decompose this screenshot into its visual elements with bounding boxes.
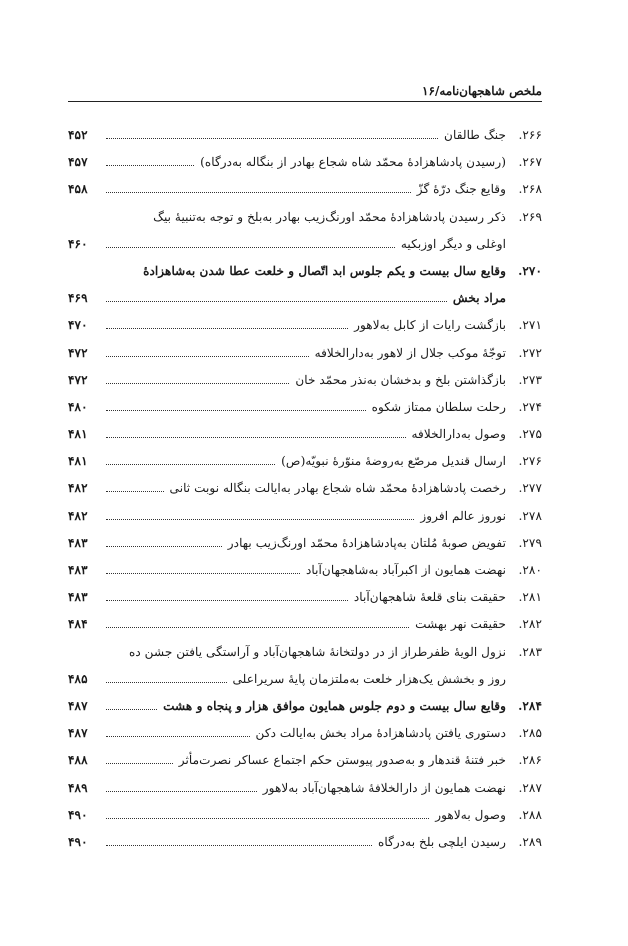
toc-entry[interactable] [68, 723, 542, 750]
toc-entry-page-number: ۴۶۹ [68, 291, 88, 306]
toc-entry-number: ۲۸۰. [518, 563, 542, 578]
toc-entry[interactable] [68, 750, 542, 777]
toc-entry-page-number: ۴۸۳ [68, 563, 88, 578]
header-rule [68, 101, 542, 102]
toc-entry-number: ۲۷۳. [518, 372, 542, 387]
toc-entry-title: نوروز عالم افروز [420, 508, 506, 523]
toc-entry-page-number: ۴۵۷ [68, 155, 88, 170]
toc-entry[interactable] [68, 778, 542, 805]
toc-entry[interactable] [68, 397, 542, 424]
toc-entry-title: وصول به‌دارالخلافه [411, 427, 506, 442]
dot-leader [106, 152, 194, 166]
dot-leader [106, 370, 289, 384]
dot-leader [106, 451, 275, 465]
toc-entry-title-line1: نزول الویهٔ ظفرطراز از در دولتخانهٔ شاهجهان‌آباد و آراستگی یافتن جشن ده [129, 644, 506, 659]
dot-leader [106, 288, 447, 302]
toc-entry-page-number: ۴۸۳ [68, 590, 88, 605]
toc-entry-page-number: ۴۸۷ [68, 726, 88, 741]
toc-entry-page-number: ۴۷۰ [68, 318, 88, 333]
toc-entry[interactable] [68, 506, 542, 533]
toc-entry-title: رسیدن ایلچی بلخ به‌درگاه [377, 834, 506, 849]
toc-entry-title: وصول به‌لاهور [435, 807, 506, 822]
dot-leader [106, 506, 414, 520]
dot-leader [106, 478, 164, 492]
toc-entry[interactable] [68, 587, 542, 614]
running-header: ملخص شاهجهان‌نامه/۱۶ [422, 84, 542, 98]
toc-entry-page-number: ۴۹۰ [68, 834, 88, 849]
toc-entry-page-number: ۴۵۲ [68, 128, 88, 142]
dot-leader [106, 614, 409, 628]
toc-entry-title-line1: ذکر رسیدن پادشاهزادهٔ محمّد اورنگ‌زیب بهادر به‌بلخ و توجه به‌تنبیهٔ بیگ [153, 209, 506, 224]
toc-entry-number: ۲۷۹. [518, 535, 542, 550]
toc-entry-title: بازگشت رایات از کابل به‌لاهور [354, 318, 506, 333]
dot-leader [106, 125, 438, 139]
toc-entry-page-number: ۴۸۲ [68, 508, 88, 523]
toc-entry-page-number: ۴۸۱ [68, 427, 88, 442]
dot-leader [106, 723, 250, 737]
toc-entry-title-line2: اوغلی و دیگر اوزبکیه [400, 236, 506, 251]
toc-entry-number: ۲۸۳. [518, 644, 542, 659]
toc-entry[interactable] [68, 451, 542, 478]
dot-leader [106, 669, 227, 683]
toc-entry[interactable] [68, 832, 542, 859]
toc-entry-number: ۲۸۹. [518, 834, 542, 849]
toc-entry[interactable] [68, 315, 542, 342]
dot-leader [106, 750, 173, 764]
toc-entry-number: ۲۶۶. [518, 128, 542, 142]
toc-entry-title: رخصت پادشاهزادهٔ محمّد شاه شجاع بهادر به‌ایالت بنگاله نوبت ثانی [169, 481, 506, 496]
toc-entry-title: دستوری یافتن پادشاهزادهٔ مراد بخش به‌ایالت دکن [255, 726, 506, 741]
toc-entry-number: ۲۸۶. [518, 753, 542, 768]
toc-entry[interactable] [68, 805, 542, 832]
toc-entry[interactable] [68, 261, 542, 315]
toc-entry-title: رحلت سلطان ممتاز شکوه [371, 399, 506, 414]
toc-entry-title: وقایع سال بیست و دوم جلوس همایون موافق هزار و پنجاه و هشت [163, 698, 506, 713]
toc-entry-page-number: ۴۷۲ [68, 345, 88, 360]
toc-entry-number: ۲۷۴. [518, 399, 542, 414]
toc-entry-title: حقیقت نهر بهشت [415, 617, 506, 632]
toc-entry-page-number: ۴۷۲ [68, 372, 88, 387]
toc-entry-number: ۲۸۲. [518, 617, 542, 632]
toc-entry-number: ۲۷۱. [518, 318, 542, 333]
toc-entry-number: ۲۶۹. [518, 209, 542, 224]
toc-entry-title: ارسال قندیل مرصّع به‌روضهٔ منوّرهٔ نبویّه(ص) [281, 454, 506, 469]
toc-entry-title: توجّهٔ موکب جلال از لاهور به‌دارالخلافه [314, 345, 506, 360]
dot-leader [106, 397, 366, 411]
dot-leader [106, 805, 429, 819]
toc-entry[interactable] [68, 207, 542, 261]
dot-leader [106, 778, 257, 792]
toc-entry-page-number: ۴۸۷ [68, 698, 88, 713]
toc-entry-number: ۲۷۶. [518, 454, 542, 469]
table-of-contents [68, 125, 542, 859]
toc-entry-title-line2: مراد بخش [452, 291, 506, 306]
dot-leader [106, 315, 348, 329]
toc-entry[interactable] [68, 125, 542, 152]
toc-entry-number: ۲۶۷. [518, 155, 542, 170]
toc-entry[interactable] [68, 424, 542, 451]
toc-entry-title: جنگ طالقان [444, 128, 506, 142]
toc-entry-page-number: ۴۵۸ [68, 182, 88, 197]
toc-entry-page-number: ۴۶۰ [68, 236, 88, 251]
dot-leader [106, 560, 300, 574]
dot-leader [106, 832, 372, 846]
toc-entry-page-number: ۴۸۰ [68, 399, 88, 414]
dot-leader [106, 179, 411, 193]
toc-entry-title: تفویض صوبهٔ مُلتان به‌پادشاهزادهٔ محمّد اورنگ‌زیب بهادر [227, 535, 506, 550]
toc-entry-number: ۲۸۸. [518, 807, 542, 822]
toc-entry[interactable] [68, 533, 542, 560]
toc-entry[interactable] [68, 343, 542, 370]
toc-entry-number: ۲۷۷. [518, 481, 542, 496]
toc-entry[interactable] [68, 370, 542, 397]
toc-entry[interactable] [68, 478, 542, 505]
dot-leader [106, 424, 406, 438]
toc-entry-page-number: ۴۸۳ [68, 535, 88, 550]
dot-leader [106, 587, 348, 601]
toc-entry-number: ۲۷۸. [518, 508, 542, 523]
toc-entry-page-number: ۴۸۸ [68, 753, 88, 768]
dot-leader [106, 343, 309, 357]
dot-leader [106, 234, 395, 248]
toc-entry-page-number: ۴۸۴ [68, 617, 88, 632]
toc-entry[interactable] [68, 560, 542, 587]
toc-entry-title: نهضت همایون از اکبرآباد به‌شاهجهان‌آباد [306, 563, 506, 578]
toc-entry-page-number: ۴۸۹ [68, 780, 88, 795]
toc-entry[interactable] [68, 614, 542, 641]
toc-entry-number: ۲۷۲. [518, 345, 542, 360]
toc-entry-title: نهضت همایون از دارالخلافهٔ شاهجهان‌آباد به‌لاهور [262, 780, 506, 795]
toc-entry-title: حقیقت بنای قلعهٔ شاهجهان‌آباد [353, 590, 506, 605]
toc-entry-page-number: ۴۸۲ [68, 481, 88, 496]
toc-entry-title: وقایع جنگ درّهٔ گزّ [416, 182, 506, 197]
toc-entry[interactable] [68, 152, 542, 179]
toc-entry-title-line1: وقایع سال بیست و یکم جلوس ابد اتّصال و خلعت عطا شدن به‌شاهزادهٔ [143, 263, 506, 278]
toc-entry-number: ۲۷۰. [518, 263, 542, 278]
toc-entry-title: (رسیدن پادشاهزادهٔ محمّد شاه شجاع بهادر از بنگاله به‌درگاه) [200, 155, 506, 170]
dot-leader [106, 533, 222, 547]
toc-entry-number: ۲۸۷. [518, 780, 542, 795]
dot-leader [106, 696, 157, 710]
toc-entry-number: ۲۷۵. [518, 427, 542, 442]
toc-entry-title-line2: روز و بخشش یک‌هزار خلعت به‌ملتزمان پایهٔ سریراعلی [232, 671, 506, 686]
toc-entry-page-number: ۴۹۰ [68, 807, 88, 822]
toc-entry-page-number: ۴۸۵ [68, 671, 88, 686]
toc-entry-number: ۲۸۱. [518, 590, 542, 605]
toc-entry[interactable] [68, 696, 542, 723]
toc-entry-page-number: ۴۸۱ [68, 454, 88, 469]
toc-entry-number: ۲۸۴. [518, 698, 542, 713]
toc-entry-number: ۲۶۸. [518, 182, 542, 197]
toc-entry-title: خبر فتنهٔ قندهار و به‌صدور پیوستن حکم اجتماع عساکر نصرت‌مأثر [178, 753, 506, 768]
toc-entry-number: ۲۸۵. [518, 726, 542, 741]
toc-entry[interactable] [68, 179, 542, 206]
toc-entry-title: بازگذاشتن بلخ و بدخشان به‌نذر محمّد خان [295, 372, 506, 387]
toc-entry[interactable] [68, 642, 542, 696]
